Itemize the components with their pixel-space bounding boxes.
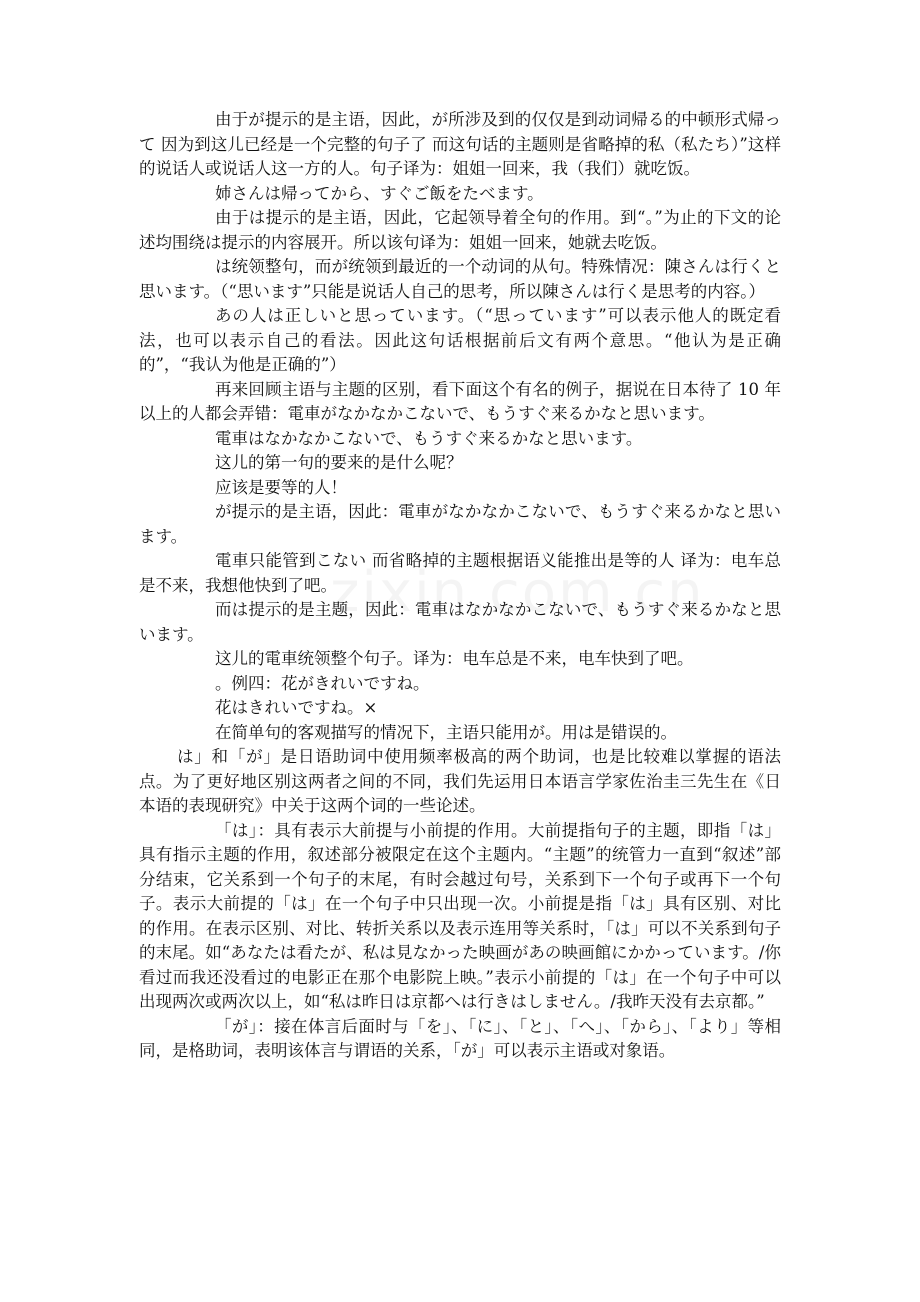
paragraph-14: 。例四：花がきれいですね。 bbox=[215, 673, 430, 693]
document-body bbox=[139, 108, 781, 1064]
paragraph-7: 電車はなかなかこないで、もうすぐ来るかなと思います。 bbox=[215, 428, 643, 448]
paragraph-10: が提示的是主语，因此：電車がなかなかこないで、もうすぐ来るかなと思います。 bbox=[139, 502, 781, 546]
paragraph-8: 这儿的第一句的要来的是什么呢？ bbox=[215, 453, 463, 472]
paragraph-12: 而は提示的是主题，因此：電車はなかなかこないで、もうすぐ来るかなと思います。 bbox=[139, 600, 781, 644]
paragraph-11: 電車只能管到こない 而省略掉的主题根据语义能推出是等的人 译为：电车总是不来，我想他快到了吧。 bbox=[139, 551, 781, 595]
paragraph-16: 在简单句的客观描写的情况下，主语只能用が。用は是错误的。 bbox=[215, 722, 677, 742]
paragraph-18: 「は」：具有表示大前提与小前提的作用。大前提指句子的主题，即指「は」具有指示主题的作用，叙述部分被限定在这个主题内。“主题”的统管力一直到“叙述”部分结束，它关系到一个句子的末尾，有时会越过句号，关系到下一个句子或再下一个句子。表示大前提的「は」在一个句子中只出现一次。小前提是指「は」具有区别、对比的作用。在表示区别、对比、转折关系以及表示连用等关系时，「は」可以不关系到句子的末尾。如“あなたは看たが、私は見なかった映画があの映画館にかかっています。/你看过而我还没看过的电影正在那个电影院上映。”表示小前提的「は」在一个句子中可以出现两次或两次以上，如“私は昨日は京都へは行きはしません。/我昨天没有去京都。” bbox=[139, 820, 781, 1011]
paragraph-4: は统领整句，而が统领到最近的一个动词的从句。特殊情况：陳さんは行くと思います。（“思います”只能是说话人自己的思考，所以陳さんは行く是思考的内容。） bbox=[139, 257, 781, 301]
paragraph-17: は」和「が」是日语助词中使用频率极高的两个助词，也是比较难以掌握的语法点。为了更好地区别这两者之间的不同，我们先运用日本语言学家佐治圭三先生在《日本语的表现研究》中关于这两个词的一些论述。 bbox=[139, 747, 781, 815]
paragraph-2: 姉さんは帰ってから、すぐご飯をたべます。 bbox=[215, 183, 544, 203]
paragraph-9: 应该是要等的人！ bbox=[215, 477, 347, 497]
paragraph-15: 花はきれいですね。× bbox=[215, 698, 378, 717]
paragraph-13: 这儿的電車统领整个句子。译为：电车总是不来，电车快到了吧。 bbox=[215, 649, 694, 668]
paragraph-3: 由于は提示的是主语，因此，它起领导着全句的作用。到“。”为止的下文的论述均围绕は提示的内容展开。所以该句译为：姐姐一回来，她就去吃饭。 bbox=[139, 208, 781, 252]
paragraph-6: 再来回顾主语与主题的区别，看下面这个有名的例子，据说在日本待了 10 年以上的人都会弄错：電車がなかなかこないで、もうすぐ来るかなと思います。 bbox=[139, 379, 781, 423]
paragraph-5: あの人は正しいと思っています。（“思っています”可以表示他人的既定看法，也可以表示自己的看法。因此这句话根据前后文有两个意思。“他认为是正确的”，“我认为他是正确的”） bbox=[139, 306, 781, 374]
paragraph-1: 由于が提示的是主语，因此，が所涉及到的仅仅是到动词帰る的中顿形式帰って 因为到这儿已经是一个完整的句子了 而这句话的主题则是省略掉的私（私たち）”这样的说话人或说话人这一方的人。句子译为：姐姐一回来，我（我们）就吃饭。 bbox=[139, 110, 781, 178]
paragraph-19: 「が」：接在体言后面时与「を」、「に」、「と」、「へ」、「から」、「より」等相同，是格助词，表明该体言与谓语的关系，「が」可以表示主语或对象语。 bbox=[139, 1016, 781, 1060]
